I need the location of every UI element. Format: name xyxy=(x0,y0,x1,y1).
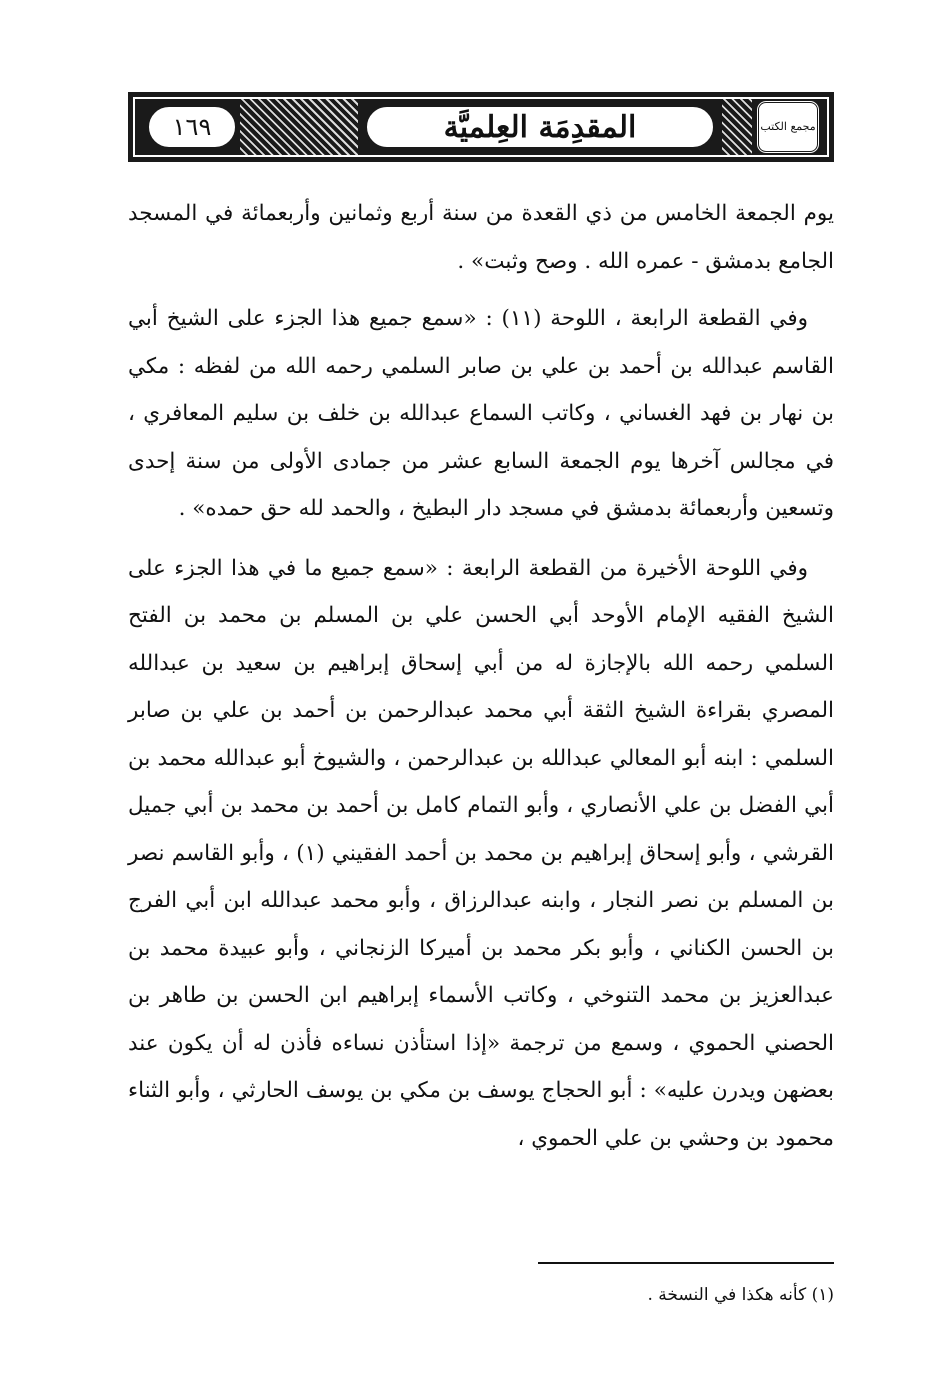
page-title: المقدِمَة العِلميَّة xyxy=(443,109,637,145)
title-box xyxy=(364,104,716,150)
footnote-divider xyxy=(538,1262,834,1264)
page-number-box xyxy=(146,104,238,150)
publisher-logo xyxy=(756,100,820,154)
main-text xyxy=(128,190,834,1162)
page-number: ١٦٩ xyxy=(172,113,212,141)
paragraph-1: يوم الجمعة الخامس من ذي القعدة من سنة أربع وثمانين وأربعمائة في المسجد الجامع بدمشق - عمره الله . وصح وثبت» . xyxy=(128,201,834,274)
page-header xyxy=(128,92,834,162)
footnote: (١) كأنه هكذا في النسخة . xyxy=(647,1285,834,1305)
ornament-right xyxy=(722,99,752,155)
paragraph-2: وفي القطعة الرابعة ، اللوحة (١١) : «سمع جميع هذا الجزء على الشيخ أبي القاسم عبدالله بن أحمد بن علي بن صابر السلمي رحمه الله من لفظه : مكي بن نهار بن فهد الغساني ، وكاتب السماع عبدالله بن خلف بن سليم المعافري ، في مجالس آخرها يوم الجمعة السابع عشر من جمادى الأولى من سنة إحدى وتسعين وأربعمائة بدمشق في مسجد دار البطيخ ، والحمد لله حق حمده» . xyxy=(128,306,834,521)
ornament-left xyxy=(240,99,358,155)
paragraph-3: وفي اللوحة الأخيرة من القطعة الرابعة : «سمع جميع ما في هذا الجزء على الشيخ الفقيه الإمام الأوحد أبي الحسن علي بن المسلم بن محمد بن الفتح السلمي رحمه الله بالإجازة له من أبي إسحاق إبراهيم بن سعيد بن عبدالله المصري بقراءة الشيخ الثقة أبي محمد عبدالرحمن بن أحمد بن علي بن صابر السلمي : ابنه أبو المعالي عبدالله بن عبدالرحمن ، والشيوخ أبو عبدالله محمد بن أبي الفضل بن علي الأنصاري ، وأبو التمام كامل بن أحمد بن محمد بن أبي جميل القرشي ، وأبو إسحاق إبراهيم بن محمد بن أحمد الفقيني (١) ، وأبو القاسم نصر بن المسلم بن نصر النجار ، وابنه عبدالرزاق ، وأبو محمد عبدالله ابن أبي الفرج بن الحسن الكناني ، وأبو بكر محمد بن أميركا الزنجاني ، وأبو عبيدة محمد بن عبدالعزيز بن محمد التنوخي ، وكاتب الأسماء إبراهيم ابن الحسن بن طاهر بن الحصني الحموي ، وسمع من ترجمة «إذا استأذن نساءه فأذن له أن يكون عند بعضهن ويدرن عليه» : أبو الحجاج يوسف بن مكي بن يوسف الحارثي ، وأبو الثناء محمود بن وحشي بن علي الحموي ، xyxy=(128,555,834,1151)
logo-text: مجمع الكتب xyxy=(760,120,816,133)
